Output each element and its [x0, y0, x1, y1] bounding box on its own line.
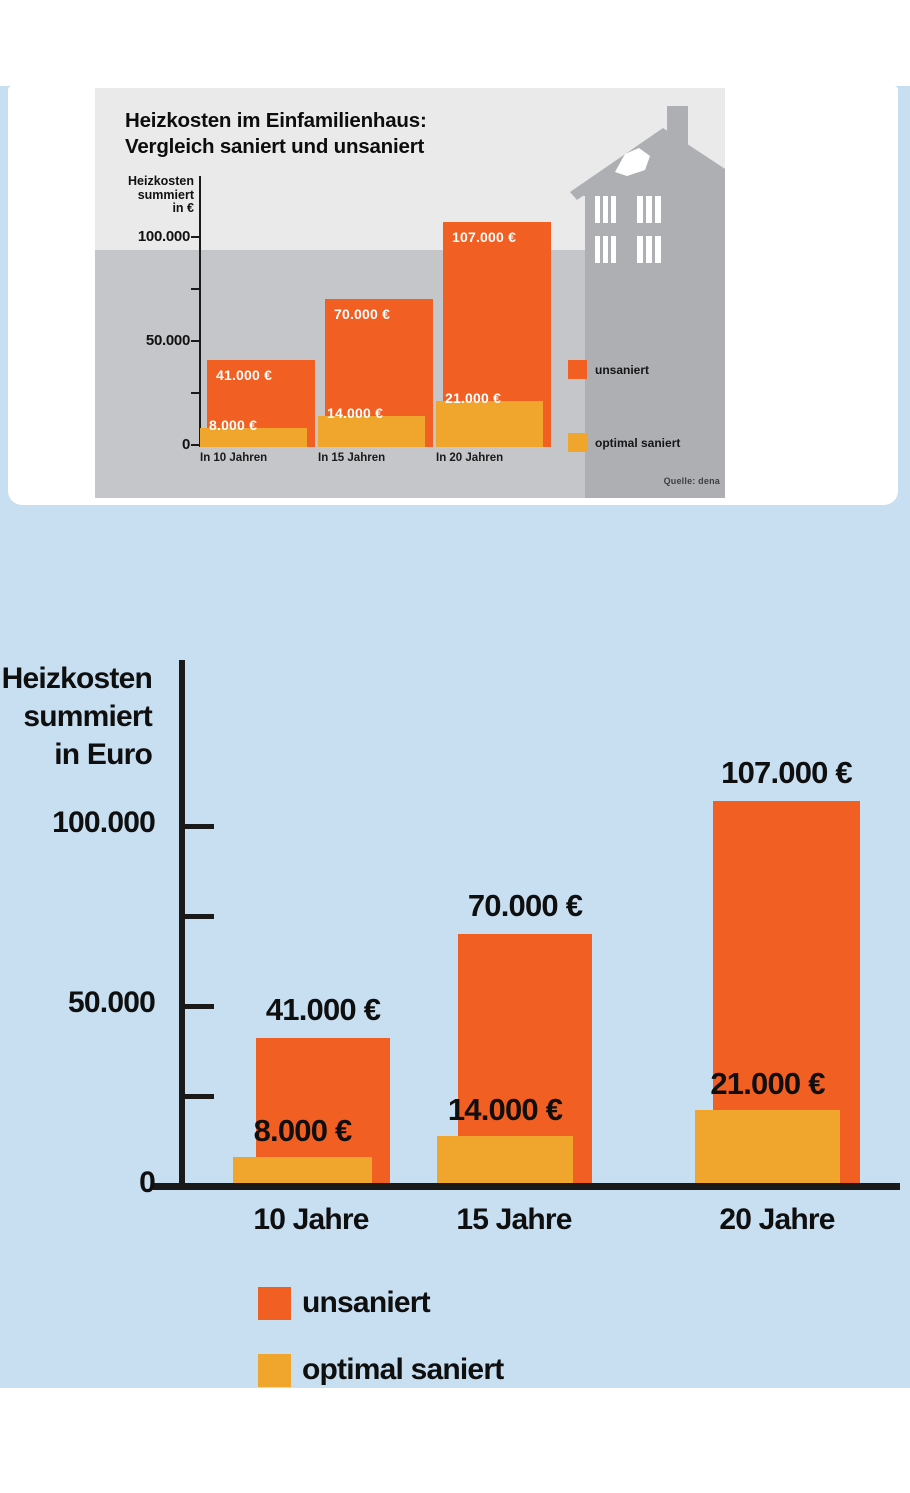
mini-bar-value-label: 107.000 € — [452, 229, 517, 246]
mini-bar-optimal-saniert-In 20 Jahren — [436, 401, 543, 447]
large-y-tick — [185, 1004, 214, 1009]
large-bar-value-label: 41.000 € — [265, 992, 381, 1028]
mini-y-tick — [191, 288, 199, 290]
mini-y-tick — [191, 444, 199, 446]
mini-chart — [95, 88, 725, 498]
mini-bar-value-label: 70.000 € — [334, 306, 391, 323]
large-y-tick — [185, 914, 214, 919]
mini-y-axis-label — [95, 175, 194, 216]
large-y-axis-line — [179, 660, 185, 1187]
large-x-tick-label-10-jahre: 10 Jahre — [253, 1203, 369, 1236]
large-y-axis-label-line1: Heizkosten — [1, 662, 152, 695]
mini-chart-title-line2: Vergleich saniert und unsaniert — [125, 135, 425, 158]
legend-swatch-unsaniert — [258, 1287, 291, 1320]
legend-swatch-optimal-saniert — [568, 433, 587, 452]
mini-chart-title-line1: Heizkosten im Einfamilienhaus: — [125, 109, 427, 132]
mini-bar-value-label: 21.000 € — [445, 390, 502, 407]
legend-label-optimal-saniert: optimal saniert — [595, 436, 681, 450]
mini-y-axis-label-line2: summiert — [137, 187, 194, 202]
mini-y-tick-label: 0 — [181, 436, 190, 453]
mini-bar-value-label: 8.000 € — [209, 417, 258, 434]
mini-y-axis-label-line1: Heizkosten — [128, 174, 194, 188]
large-y-axis-label-line2: summiert — [23, 700, 152, 733]
large-bar-value-label: 14.000 € — [447, 1091, 563, 1127]
large-y-tick — [185, 824, 214, 829]
legend-label-optimal-saniert: optimal saniert — [302, 1353, 504, 1386]
large-y-tick-label: 0 — [139, 1166, 155, 1199]
large-x-axis-line — [153, 1183, 900, 1190]
large-y-tick-label: 50.000 — [68, 986, 155, 1019]
mini-y-tick-label: 50.000 — [145, 332, 190, 349]
mini-y-tick — [191, 340, 199, 342]
mini-y-axis-line — [199, 176, 201, 447]
mini-y-tick-label: 100.000 — [137, 228, 190, 245]
large-y-axis-label-line3: in Euro — [54, 738, 152, 771]
legend-swatch-optimal-saniert — [258, 1354, 291, 1387]
large-bar-optimal-saniert-20 Jahre — [695, 1110, 840, 1186]
source-credit: Quelle: dena — [663, 476, 720, 486]
mini-y-tick — [191, 236, 199, 238]
mini-bar-value-label: 41.000 € — [216, 366, 273, 383]
large-x-tick-label-20-jahre: 20 Jahre — [719, 1203, 835, 1236]
mini-x-tick-label-20-jahren: In 20 Jahren — [436, 452, 504, 464]
legend-swatch-unsaniert — [568, 360, 587, 379]
large-bar-value-label: 8.000 € — [253, 1113, 352, 1149]
large-bar-value-label: 107.000 € — [721, 754, 852, 790]
large-x-tick-label-15-jahre: 15 Jahre — [456, 1203, 572, 1236]
large-y-tick — [185, 1094, 214, 1099]
legend-label-unsaniert: unsaniert — [595, 363, 650, 377]
large-chart — [0, 560, 910, 1420]
mini-bar-value-label: 14.000 € — [327, 404, 384, 421]
mini-y-tick — [191, 392, 199, 394]
large-bar-value-label: 21.000 € — [710, 1066, 825, 1102]
large-bar-optimal-saniert-15 Jahre — [437, 1136, 573, 1186]
mini-y-axis-label-line3: in € — [172, 201, 194, 215]
mini-x-tick-label-15-jahren: In 15 Jahren — [318, 452, 386, 464]
large-plot — [0, 560, 910, 1420]
large-y-tick-label: 100.000 — [52, 806, 155, 839]
large-bar-value-label: 70.000 € — [467, 888, 583, 923]
legend-label-unsaniert: unsaniert — [302, 1286, 430, 1319]
large-bar-optimal-saniert-10 Jahre — [233, 1157, 372, 1186]
mini-chart-title — [125, 108, 427, 160]
mini-x-tick-label-10-jahren: In 10 Jahren — [200, 452, 268, 464]
